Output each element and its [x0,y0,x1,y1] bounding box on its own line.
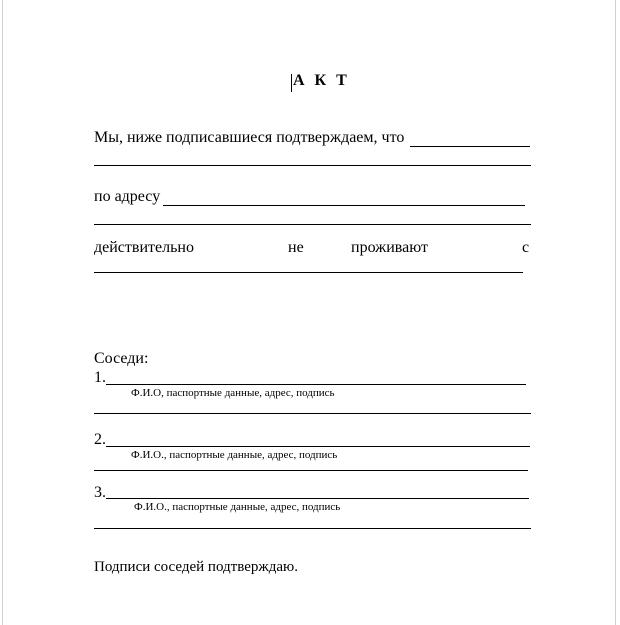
word-prozhivayut: проживают [351,239,428,256]
document-title: А К Т [293,72,350,89]
neighbor-3-blank[interactable] [106,498,529,499]
neighbor-2-number: 2. [94,431,106,448]
text-cursor [291,74,292,92]
neighbor-2-blank[interactable] [106,446,530,447]
statement-line-2[interactable] [94,165,531,166]
word-deystvitelno: действительно [94,239,194,256]
neighbor-2-caption: Ф.И.О., паспортные данные, адрес, подпись [131,449,338,461]
word-s: с [522,239,530,256]
neighbor-3-number: 3. [94,484,106,501]
statement-blank[interactable] [410,146,530,147]
neighbor-1-number: 1. [94,369,106,386]
address-blank[interactable] [163,205,525,206]
statement-text: Мы, ниже подписавшиеся подтверждаем, что [94,129,405,146]
neighbor-1-line-2[interactable] [94,413,531,414]
neighbor-3-caption: Ф.И.О., паспортные данные, адрес, подпись [134,501,341,513]
confirmation-text: Подписи соседей подтверждаю. [94,559,298,575]
neighbor-1-caption: Ф.И.О, паспортные данные, адрес, подпись [131,387,335,399]
neighbor-2-line-2[interactable] [94,470,528,471]
address-label: по адресу [94,188,161,205]
document-page [2,0,616,625]
residence-blank[interactable] [94,272,523,273]
neighbors-label: Соседи: [94,350,149,367]
neighbor-1-blank[interactable] [106,384,526,385]
address-line-2[interactable] [94,224,531,225]
neighbor-3-line-2[interactable] [94,528,531,529]
word-ne: не [288,239,304,256]
